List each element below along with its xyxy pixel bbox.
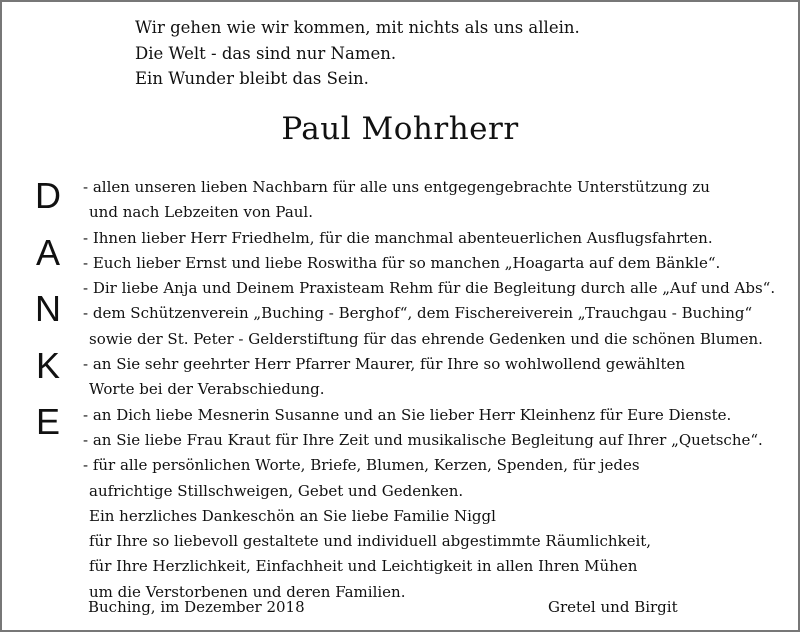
thanks-line: - an Dich liebe Mesnerin Susanne und an Sie lieber Herr Kleinhenz für Eure Dienste. [83,405,732,424]
signature: Gretel und Birgit [548,598,678,616]
thanks-line: - für alle persönlichen Worte, Briefe, Blumen, Kerzen, Spenden, für jedes [83,456,640,475]
danke-letter: D [35,175,61,216]
thanks-list [83,175,783,605]
thanks-line: um die Verstorbenen und deren Familien. [89,582,406,601]
thanks-line: - Euch lieber Ernst und liebe Roswitha für so manchen „Hoagarta auf dem Bänkle“. [83,253,721,272]
thanks-line: - an Sie liebe Frau Kraut für Ihre Zeit und musikalische Begleitung auf Ihrer „Quetsche“. [83,430,763,449]
thanks-line: - allen unseren lieben Nachbarn für alle uns entgegengebrachte Unterstützung zu [83,178,710,196]
danke-letter: E [35,401,60,442]
thanks-line: - an Sie sehr geehrter Herr Pfarrer Maurer, für Ihre so wohlwollend gewählten [83,355,686,374]
thanks-line: für Ihre Herzlichkeit, Einfachheit und Leichtigkeit in allen Ihren Mühen [89,557,638,576]
poem-line: Ein Wunder bleibt das Sein. [135,69,369,88]
thanks-line: - Dir liebe Anja und Deinem Praxisteam Rehm für die Begleitung durch alle „Auf und Abs“. [83,279,776,298]
thanks-line: Worte bei der Verabschiedung. [89,380,325,399]
place-date: Buching, im Dezember 2018 [88,598,305,616]
deceased-name: Paul Mohrherr [281,111,519,147]
danke-letter: K [35,344,60,386]
thanks-line: sowie der St. Peter - Gelderstiftung für das ehrende Gedenken und die schönen Blumen. [89,329,763,348]
thanks-line: aufrichtige Stillschweigen, Gebet und Gedenken. [89,481,464,500]
thanks-line: - Ihnen lieber Herr Friedhelm, für die manchmal abenteuerlichen Ausflugsfahrten. [83,228,713,247]
vertical-danke [28,168,68,451]
thanks-line: und nach Lebzeiten von Paul. [89,203,313,222]
danke-letter: N [35,288,61,329]
thanks-line: - dem Schützenverein „Buching - Berghof“, dem Fischereiverein „Trauchgau - Buching“ [83,304,753,323]
poem-line: Die Welt - das sind nur Namen. [135,43,397,63]
thanks-line: Ein herzliches Dankeschön an Sie liebe Familie Niggl [89,506,496,525]
danke-letter: A [35,231,60,273]
poem [135,15,695,92]
poem-line: Wir gehen wie wir kommen, mit nichts als uns allein. [135,18,580,37]
thanks-line: für Ihre so liebevoll gestaltete und individuell abgestimmte Räumlichkeit, [89,532,652,551]
